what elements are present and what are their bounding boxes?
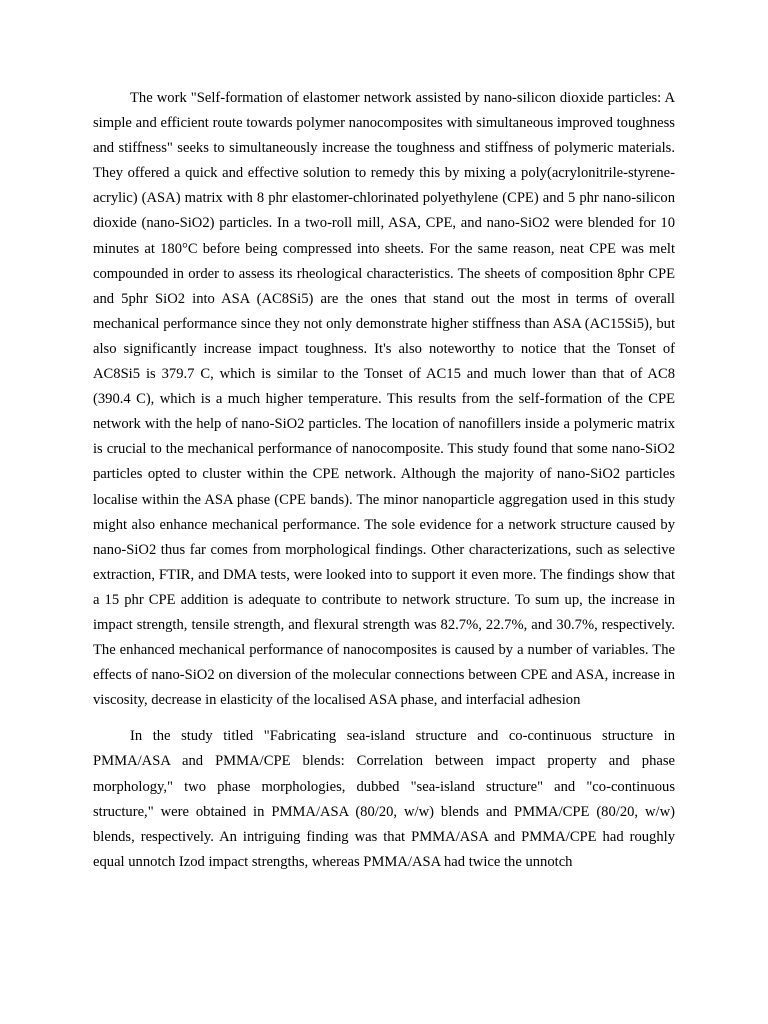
document-body [93, 86, 675, 875]
paragraph-2: In the study titled "Fabricating sea-island structure and co-continuous structure in PMMA/ASA and PMMA/CPE blends: Correlation between impact property and phase morphology," two phase morphologies, dubbed "sea-island structure" and "co-continuous structure," were obtained in PMMA/ASA (80/20, w/w) blends and PMMA/CPE (80/20, w/w) blends, respectively. An intriguing finding was that PMMA/ASA and PMMA/CPE had roughly equal unnotch Izod impact strengths, whereas PMMA/ASA had twice the unnotch [93, 728, 675, 870]
paragraph-1: The work "Self-formation of elastomer network assisted by nano-silicon dioxide particles: A simple and efficient route towards polymer nanocomposites with simultaneous improved toughness and stiffness" seeks to simultaneously increase the toughness and stiffness of polymeric materials. They offered a quick and effective solution to remedy this by mixing a poly(acrylonitrile-styrene-acrylic) (ASA) matrix with 8 phr elastomer-chlorinated polyethylene (CPE) and 5 phr nano-silicon dioxide (nano-SiO2) particles. In a two-roll mill, ASA, CPE, and nano-SiO2 were blended for 10 minutes at 180°C before being compressed into sheets. For the same reason, neat CPE was melt compounded in order to assess its rheological characteristics. The sheets of composition 8phr CPE and 5phr SiO2 into ASA (AC8Si5) are the ones that stand out the most in terms of overall mechanical performance since they not only demonstrate higher stiffness than ASA (AC15Si5), but also significantly increase impact toughness. It's also noteworthy to notice that the Tonset of AC8Si5 is 379.7 C, which is similar to the Tonset of AC15 and much lower than that of AC8 (390.4 C), which is a much higher temperature. This results from the self-formation of the CPE network with the help of nano-SiO2 particles. The location of nanofillers inside a polymeric matrix is crucial to the mechanical performance of nanocomposite. This study found that some nano-SiO2 particles opted to cluster within the CPE network. Although the majority of nano-SiO2 particles localise within the ASA phase (CPE bands). The minor nanoparticle aggregation used in this study might also enhance mechanical performance. The sole evidence for a network structure caused by nano-SiO2 thus far comes from morphological findings. Other characterizations, such as selective extraction, FTIR, and DMA tests, were looked into to support it even more. The findings show that a 15 phr CPE addition is adequate to contribute to network structure. To sum up, the increase in impact strength, tensile strength, and flexural strength was 82.7%, 22.7%, and 30.7%, respectively. The enhanced mechanical performance of nanocomposites is caused by a number of variables. The effects of nano-SiO2 on diversion of the molecular connections between CPE and ASA, increase in viscosity, decrease in elasticity of the localised ASA phase, and interfacial adhesion [93, 90, 675, 709]
